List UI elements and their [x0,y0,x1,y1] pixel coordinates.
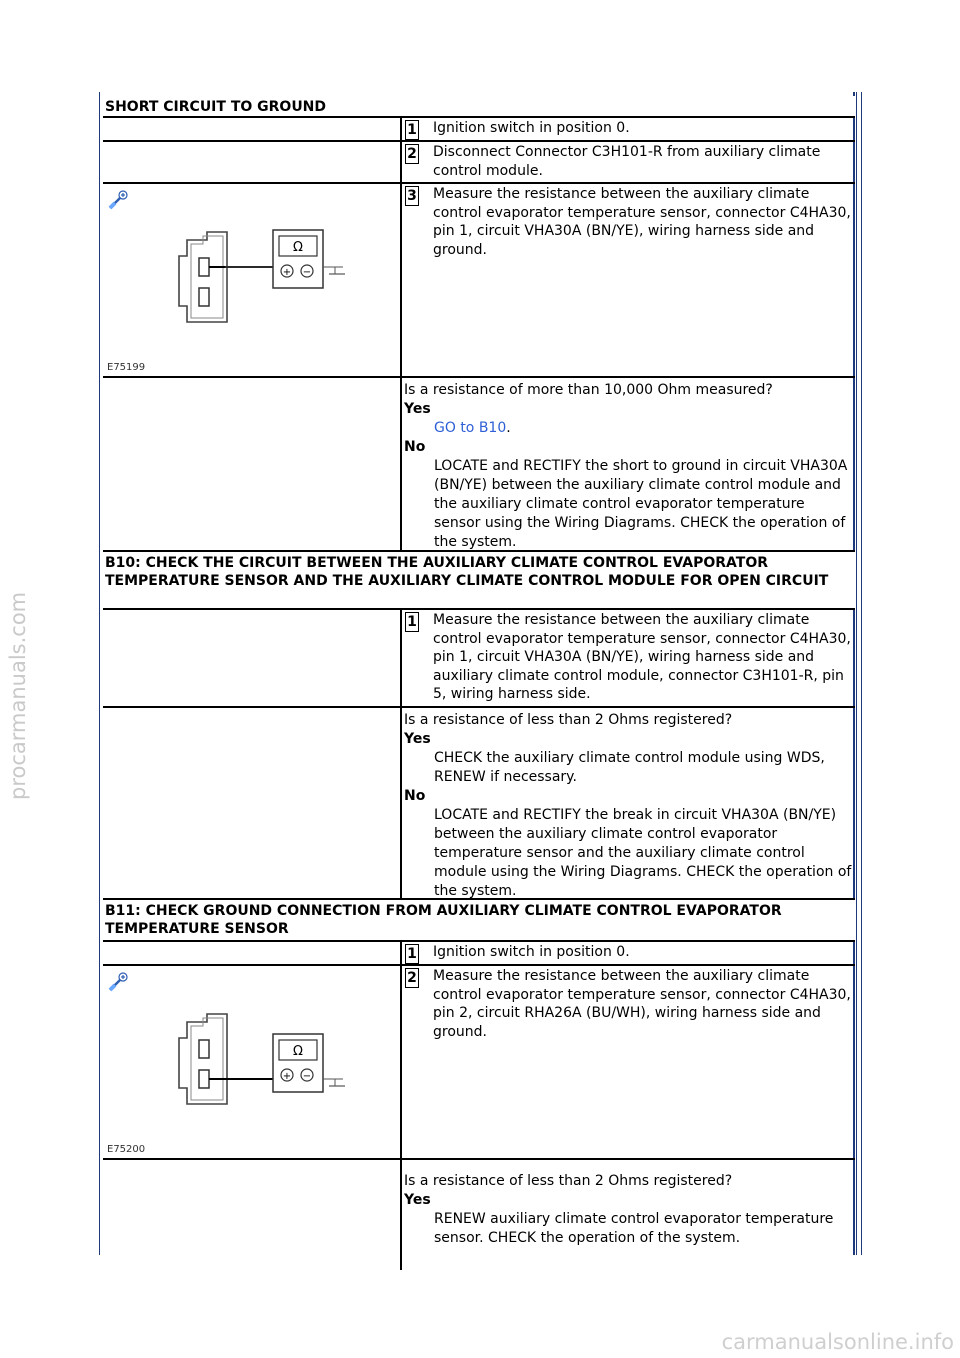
no-label: No [404,788,426,804]
step-number: 1 [405,120,419,140]
yes-action-text: RENEW auxiliary climate control evaporator temperature sensor. CHECK the operation of the system. [434,1211,834,1246]
step-text: Measure the resistance between the auxiliary climate control evaporator temperature sensor, connector C4HA30, pin 2, circuit RHA26A (BU/WH), wiring harness side and ground. [433,968,851,1040]
ohm-symbol: Ω [293,240,303,255]
yes-label: Yes [404,401,431,417]
page-border-right-inner [856,92,857,1255]
plus-terminal: + [282,267,292,278]
resistance-test-diagram [165,222,355,332]
enlarge-figure-icon[interactable] [108,972,128,992]
yes-action-text: CHECK the auxiliary climate control module using WDS, RENEW if necessary. [434,750,825,785]
question-text: Is a resistance of less than 2 Ohms registered? [404,712,733,728]
step-text: Ignition switch in position 0. [433,944,630,960]
step-row [103,610,855,708]
step-text: Disconnect Connector C3H101-R from auxiliary climate control module. [433,144,821,179]
minus-terminal: − [302,267,312,278]
resistance-test-diagram [165,1004,355,1114]
ohm-symbol: Ω [293,1044,303,1059]
question-row [103,1160,855,1270]
figure-code: E75199 [107,362,146,373]
no-label: No [404,439,426,455]
step-row-with-figure [103,966,855,1160]
no-action-text: LOCATE and RECTIFY the break in circuit VHA30A (BN/YE) between the auxiliary climate control evaporator temperature sensor and the auxiliary climate control module using the Wiring Diagrams. CHECK the operation of the system. [434,807,852,899]
question-text: Is a resistance of more than 10,000 Ohm measured? [404,382,773,398]
step-text: Ignition switch in position 0. [433,120,630,136]
step-row-with-figure [103,184,855,378]
figure-cell [103,184,402,376]
step-number: 1 [405,612,419,632]
figure-code: E75200 [107,1144,146,1155]
question-row: Is a resistance of more than 10,000 Ohm measured? Yes GO to B10. No LOCATE and RECTIFY the short to ground in circuit VHA30A (BN/YE) between the auxiliary climate control module and the auxiliary climate control evaporator temperature sensor using the Wiring Diagrams. CHECK the operation of the system. [103,378,855,552]
yes-label: Yes [404,731,431,747]
step-row [103,942,855,966]
no-action-text: LOCATE and RECTIFY the short to ground in circuit VHA30A (BN/YE) between the auxiliary climate control module and the auxiliary climate control evaporator temperature sensor using the Wiring Diagrams. CHECK the operation of the system. [434,458,848,550]
step-number: 1 [405,944,419,964]
section-heading: B10: CHECK THE CIRCUIT BETWEEN THE AUXILIARY CLIMATE CONTROL EVAPORATOR TEMPERATURE SENSOR AND THE AUXILIARY CLIMATE CONTROL MODULE FOR OPEN CIRCUIT [103,552,855,610]
step-number: 2 [405,968,419,988]
page-border-left [99,92,100,1255]
yes-label: Yes [404,1192,431,1208]
step-number: 2 [405,144,419,164]
go-to-b10-link[interactable]: GO to B10 [434,420,507,436]
side-watermark: procarmanuals.com [6,591,30,800]
section-heading: SHORT CIRCUIT TO GROUND [103,96,855,118]
step-row [103,142,855,184]
procedure-table [103,96,855,1270]
enlarge-figure-icon[interactable] [108,190,128,210]
question-row [103,708,855,900]
footer-watermark: carmanualsonline.info [721,1330,954,1354]
page-border-right-outer [861,92,862,1255]
step-row [103,118,855,142]
step-text: Measure the resistance between the auxiliary climate control evaporator temperature sensor, connector C4HA30, pin 1, circuit VHA30A (BN/YE), wiring harness side and auxiliary climate control module, connector C3H101-R, pin 5, wiring harness side. [433,612,851,702]
minus-terminal: − [302,1071,312,1082]
plus-terminal: + [282,1071,292,1082]
question-text: Is a resistance of less than 2 Ohms registered? [404,1173,733,1189]
step-number: 3 [405,186,419,206]
step-text: Measure the resistance between the auxiliary climate control evaporator temperature sensor, connector C4HA30, pin 1, circuit VHA30A (BN/YE), wiring harness side and ground. [433,186,851,258]
figure-cell [103,966,402,1158]
section-heading: B11: CHECK GROUND CONNECTION FROM AUXILIARY CLIMATE CONTROL EVAPORATOR TEMPERATURE SENSOR [103,900,855,942]
